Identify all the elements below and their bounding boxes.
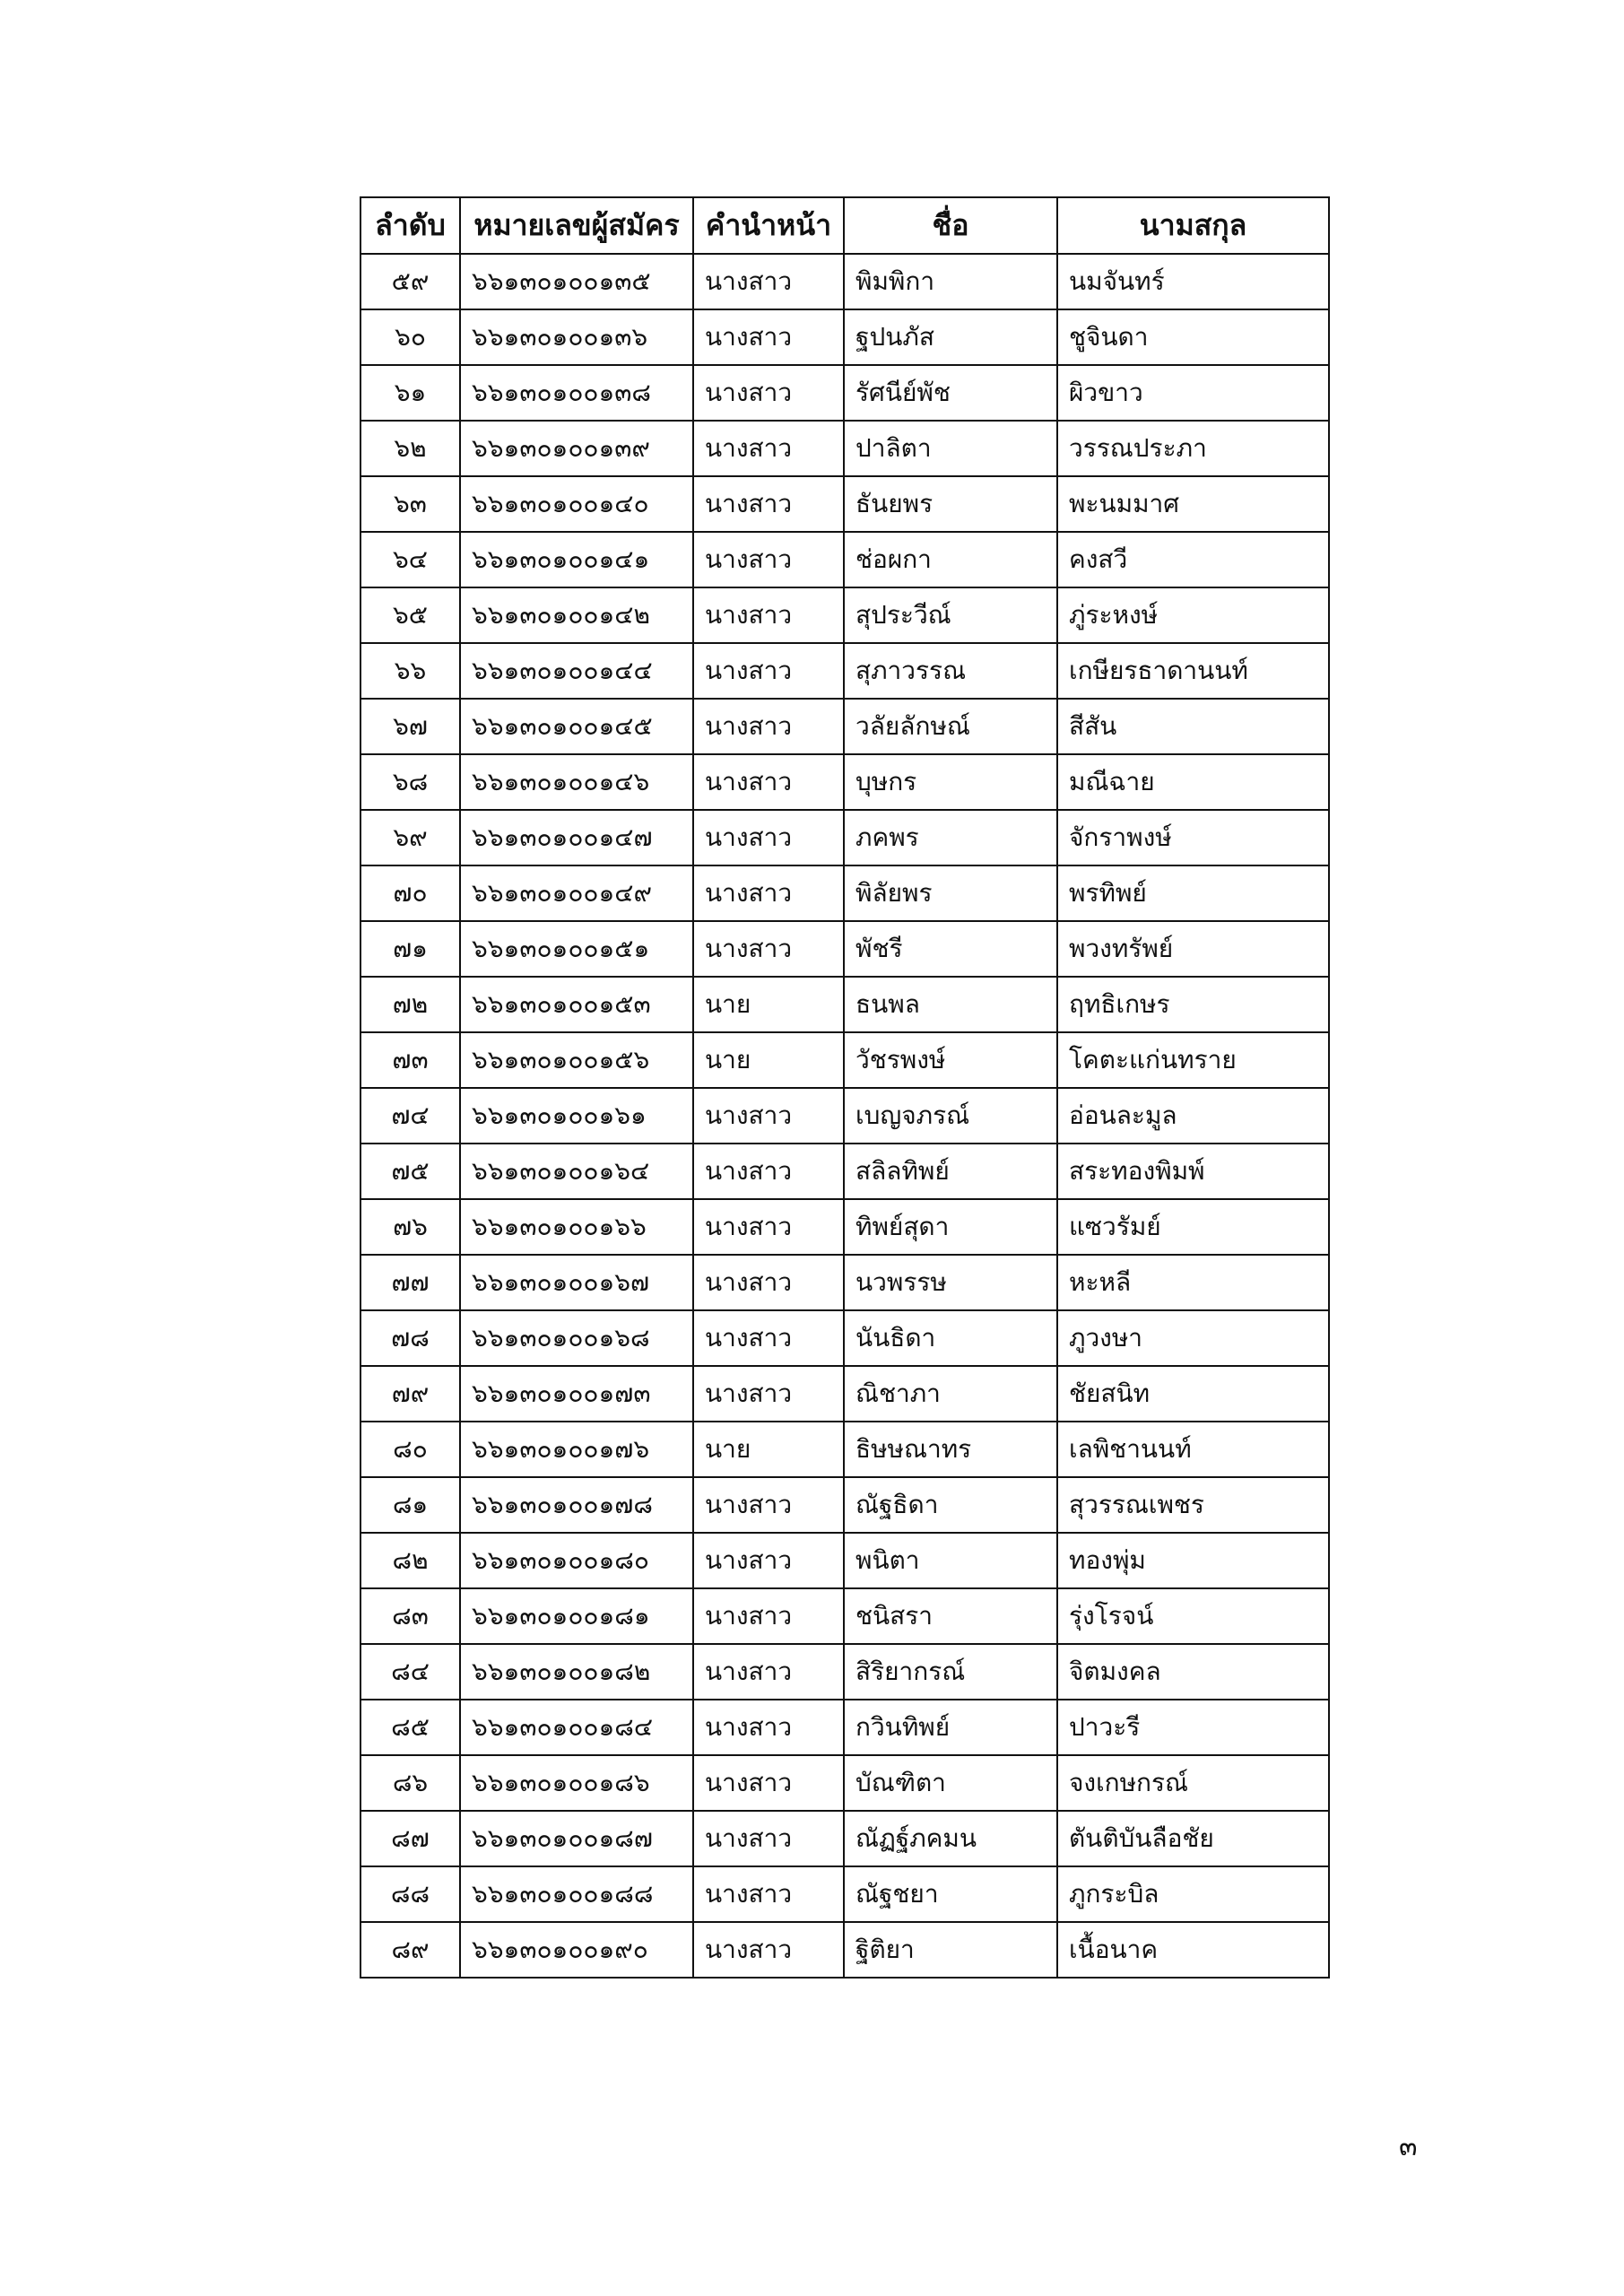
cell-last-name: นมจันทร์ [1057,254,1329,309]
table-row [360,977,1329,1032]
cell-title: นางสาว [693,1366,844,1422]
cell-first-name: เบญจภรณ์ [844,1088,1057,1144]
cell-title: นางสาว [693,1310,844,1366]
cell-applicant-id: ๖๖๑๓๐๑๐๐๑๙๐ [460,1922,693,1978]
cell-last-name: วรรณประภา [1057,421,1329,476]
table-row [360,254,1329,309]
table-row [360,643,1329,699]
cell-last-name: จักราพงษ์ [1057,810,1329,865]
cell-order: ๕๙ [360,254,460,309]
cell-order: ๗๓ [360,1032,460,1088]
cell-last-name: โคตะแก่นทราย [1057,1032,1329,1088]
cell-title: นางสาว [693,754,844,810]
table-row [360,1032,1329,1088]
cell-last-name: ภูวงษา [1057,1310,1329,1366]
cell-last-name: แซวรัมย์ [1057,1199,1329,1255]
cell-last-name: สระทองพิมพ์ [1057,1144,1329,1199]
cell-last-name: อ่อนละมูล [1057,1088,1329,1144]
cell-applicant-id: ๖๖๑๓๐๑๐๐๑๘๒ [460,1644,693,1700]
cell-last-name: สีสัน [1057,699,1329,754]
cell-last-name: จงเกษกรณ์ [1057,1755,1329,1811]
table-row [360,921,1329,977]
cell-order: ๘๔ [360,1644,460,1700]
cell-order: ๗๘ [360,1310,460,1366]
cell-title: นางสาว [693,865,844,921]
cell-first-name: ทิพย์สุดา [844,1199,1057,1255]
cell-first-name: รัศนีย์พัช [844,365,1057,421]
cell-last-name: คงสวี [1057,532,1329,587]
cell-first-name: ภคพร [844,810,1057,865]
cell-title: นางสาว [693,1922,844,1978]
cell-applicant-id: ๖๖๑๓๐๑๐๐๑๔๑ [460,532,693,587]
cell-first-name: ชนิสรา [844,1588,1057,1644]
cell-applicant-id: ๖๖๑๓๐๑๐๐๑๘๖ [460,1755,693,1811]
cell-order: ๖๔ [360,532,460,587]
cell-order: ๘๐ [360,1422,460,1477]
cell-first-name: นวพรรษ [844,1255,1057,1310]
table-row [360,1866,1329,1922]
cell-applicant-id: ๖๖๑๓๐๑๐๐๑๔๐ [460,476,693,532]
cell-order: ๖๒ [360,421,460,476]
cell-first-name: สุภาวรรณ [844,643,1057,699]
cell-order: ๖๘ [360,754,460,810]
cell-title: นางสาว [693,1811,844,1866]
cell-last-name: ทองพุ่ม [1057,1533,1329,1588]
cell-first-name: พิมพิกา [844,254,1057,309]
table-row [360,1422,1329,1477]
cell-applicant-id: ๖๖๑๓๐๑๐๐๑๔๕ [460,699,693,754]
cell-applicant-id: ๖๖๑๓๐๑๐๐๑๘๗ [460,1811,693,1866]
cell-order: ๘๙ [360,1922,460,1978]
cell-applicant-id: ๖๖๑๓๐๑๐๐๑๖๑ [460,1088,693,1144]
cell-applicant-id: ๖๖๑๓๐๑๐๐๑๗๘ [460,1477,693,1533]
cell-last-name: พวงทรัพย์ [1057,921,1329,977]
cell-first-name: ฐิติยา [844,1922,1057,1978]
cell-order: ๘๑ [360,1477,460,1533]
table-row [360,865,1329,921]
cell-applicant-id: ๖๖๑๓๐๑๐๐๑๖๗ [460,1255,693,1310]
applicant-table [360,196,1330,1979]
cell-applicant-id: ๖๖๑๓๐๑๐๐๑๕๑ [460,921,693,977]
cell-last-name: ตันติบันลือชัย [1057,1811,1329,1866]
cell-title: นางสาว [693,1255,844,1310]
cell-title: นางสาว [693,1866,844,1922]
table-header-row [360,197,1329,254]
cell-title: นางสาว [693,587,844,643]
cell-first-name: บัณฑิตา [844,1755,1057,1811]
table-row [360,1144,1329,1199]
cell-applicant-id: ๖๖๑๓๐๑๐๐๑๔๙ [460,865,693,921]
cell-first-name: พัชรี [844,921,1057,977]
cell-order: ๗๔ [360,1088,460,1144]
table-row [360,1533,1329,1588]
cell-first-name: สิริยากรณ์ [844,1644,1057,1700]
cell-title: นางสาว [693,365,844,421]
cell-order: ๘๒ [360,1533,460,1588]
cell-applicant-id: ๖๖๑๓๐๑๐๐๑๘๘ [460,1866,693,1922]
cell-first-name: ณิชาภา [844,1366,1057,1422]
cell-title: นางสาว [693,643,844,699]
table-body [360,254,1329,1978]
header-last-name: นามสกุล [1057,197,1329,254]
table-row [360,1088,1329,1144]
cell-last-name: จิตมงคล [1057,1644,1329,1700]
cell-title: นาย [693,1422,844,1477]
cell-applicant-id: ๖๖๑๓๐๑๐๐๑๔๒ [460,587,693,643]
table-row [360,587,1329,643]
cell-first-name: ช่อผกา [844,532,1057,587]
cell-order: ๖๗ [360,699,460,754]
cell-order: ๘๘ [360,1866,460,1922]
cell-title: นางสาว [693,1199,844,1255]
cell-last-name: ชูจินดา [1057,309,1329,365]
table-row [360,1700,1329,1755]
cell-first-name: ฐปนภัส [844,309,1057,365]
cell-title: นางสาว [693,309,844,365]
cell-applicant-id: ๖๖๑๓๐๑๐๐๑๕๓ [460,977,693,1032]
header-applicant-id: หมายเลขผู้สมัคร [460,197,693,254]
cell-title: นางสาว [693,699,844,754]
cell-title: นางสาว [693,421,844,476]
cell-title: นางสาว [693,1588,844,1644]
table-row [360,532,1329,587]
cell-applicant-id: ๖๖๑๓๐๑๐๐๑๔๔ [460,643,693,699]
cell-first-name: บุษกร [844,754,1057,810]
page-number: ๓ [1399,2131,1418,2162]
cell-applicant-id: ๖๖๑๓๐๑๐๐๑๕๖ [460,1032,693,1088]
table-row [360,699,1329,754]
cell-order: ๗๗ [360,1255,460,1310]
cell-last-name: ฤทธิเกษร [1057,977,1329,1032]
cell-applicant-id: ๖๖๑๓๐๑๐๐๑๖๔ [460,1144,693,1199]
cell-order: ๘๓ [360,1588,460,1644]
cell-last-name: พะนมมาศ [1057,476,1329,532]
cell-title: นางสาว [693,1088,844,1144]
cell-title: นางสาว [693,1755,844,1811]
cell-order: ๖๖ [360,643,460,699]
cell-first-name: ปาลิตา [844,421,1057,476]
cell-first-name: วัชรพงษ์ [844,1032,1057,1088]
cell-title: นางสาว [693,532,844,587]
cell-applicant-id: ๖๖๑๓๐๑๐๐๑๓๖ [460,309,693,365]
cell-applicant-id: ๖๖๑๓๐๑๐๐๑๓๘ [460,365,693,421]
table-row [360,1477,1329,1533]
cell-order: ๗๒ [360,977,460,1032]
cell-applicant-id: ๖๖๑๓๐๑๐๐๑๓๕ [460,254,693,309]
header-title: คำนำหน้า [693,197,844,254]
cell-applicant-id: ๖๖๑๓๐๑๐๐๑๖๖ [460,1199,693,1255]
cell-order: ๗๕ [360,1144,460,1199]
cell-first-name: ธิษษณาทร [844,1422,1057,1477]
cell-last-name: ชัยสนิท [1057,1366,1329,1422]
cell-title: นางสาว [693,254,844,309]
cell-first-name: ณัฏฐ์ภคมน [844,1811,1057,1866]
table-row [360,1644,1329,1700]
table-row [360,1922,1329,1978]
cell-last-name: เนื้อนาค [1057,1922,1329,1978]
cell-last-name: พรทิพย์ [1057,865,1329,921]
cell-applicant-id: ๖๖๑๓๐๑๐๐๑๘๑ [460,1588,693,1644]
cell-order: ๖๙ [360,810,460,865]
table-row [360,1255,1329,1310]
cell-order: ๖๕ [360,587,460,643]
cell-order: ๘๖ [360,1755,460,1811]
cell-first-name: นันธิดา [844,1310,1057,1366]
table-row [360,1811,1329,1866]
cell-order: ๖๐ [360,309,460,365]
cell-applicant-id: ๖๖๑๓๐๑๐๐๑๖๘ [460,1310,693,1366]
cell-first-name: ณัฐชยา [844,1866,1057,1922]
cell-title: นางสาว [693,1533,844,1588]
cell-first-name: ณัฐธิดา [844,1477,1057,1533]
cell-order: ๗๙ [360,1366,460,1422]
cell-applicant-id: ๖๖๑๓๐๑๐๐๑๔๗ [460,810,693,865]
cell-order: ๗๑ [360,921,460,977]
cell-title: นางสาว [693,1700,844,1755]
cell-order: ๖๑ [360,365,460,421]
table-row [360,309,1329,365]
cell-last-name: มณีฉาย [1057,754,1329,810]
cell-last-name: ผิวขาว [1057,365,1329,421]
cell-applicant-id: ๖๖๑๓๐๑๐๐๑๗๓ [460,1366,693,1422]
cell-order: ๗๖ [360,1199,460,1255]
cell-title: นางสาว [693,1144,844,1199]
table-row [360,810,1329,865]
cell-title: นาย [693,1032,844,1088]
cell-last-name: เกษียรธาดานนท์ [1057,643,1329,699]
table-row [360,365,1329,421]
cell-first-name: กวินทิพย์ [844,1700,1057,1755]
cell-last-name: สุวรรณเพชร [1057,1477,1329,1533]
cell-last-name: ปาวะรี [1057,1700,1329,1755]
cell-title: นางสาว [693,921,844,977]
table-row [360,1588,1329,1644]
cell-order: ๗๐ [360,865,460,921]
cell-applicant-id: ๖๖๑๓๐๑๐๐๑๓๙ [460,421,693,476]
cell-first-name: ธันยพร [844,476,1057,532]
table-row [360,421,1329,476]
cell-last-name: ภูกระบิล [1057,1866,1329,1922]
cell-applicant-id: ๖๖๑๓๐๑๐๐๑๔๖ [460,754,693,810]
cell-title: นางสาว [693,476,844,532]
cell-title: นางสาว [693,1477,844,1533]
table-row [360,1310,1329,1366]
cell-last-name: เลพิชานนท์ [1057,1422,1329,1477]
header-first-name: ชื่อ [844,197,1057,254]
cell-title: นางสาว [693,810,844,865]
cell-first-name: พนิตา [844,1533,1057,1588]
table-row [360,1199,1329,1255]
cell-last-name: รุ่งโรจน์ [1057,1588,1329,1644]
table-row [360,476,1329,532]
cell-last-name: หะหลี [1057,1255,1329,1310]
table-row [360,1755,1329,1811]
cell-first-name: วลัยลักษณ์ [844,699,1057,754]
table-row [360,1366,1329,1422]
cell-first-name: สุประวีณ์ [844,587,1057,643]
cell-applicant-id: ๖๖๑๓๐๑๐๐๑๗๖ [460,1422,693,1477]
cell-order: ๘๗ [360,1811,460,1866]
cell-first-name: พิลัยพร [844,865,1057,921]
cell-order: ๘๕ [360,1700,460,1755]
cell-applicant-id: ๖๖๑๓๐๑๐๐๑๘๐ [460,1533,693,1588]
cell-applicant-id: ๖๖๑๓๐๑๐๐๑๘๔ [460,1700,693,1755]
table-row [360,754,1329,810]
header-order: ลำดับ [360,197,460,254]
cell-first-name: สลิลทิพย์ [844,1144,1057,1199]
cell-last-name: ภู่ระหงษ์ [1057,587,1329,643]
cell-order: ๖๓ [360,476,460,532]
cell-first-name: ธนพล [844,977,1057,1032]
cell-title: นางสาว [693,1644,844,1700]
cell-title: นาย [693,977,844,1032]
